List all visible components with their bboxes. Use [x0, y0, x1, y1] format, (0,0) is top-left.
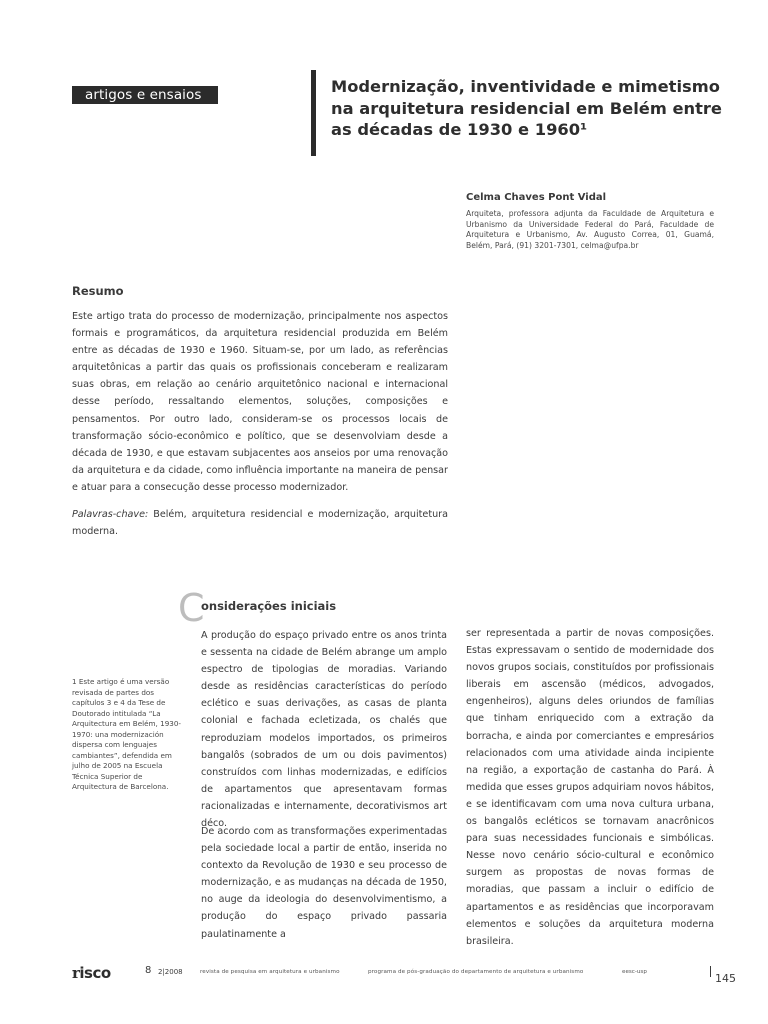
journal-logo: [72, 964, 111, 982]
author-name: Celma Chaves Pont Vidal: [466, 192, 607, 203]
keywords-text: Belém, arquitetura residencial e modernização, arquitetura moderna.: [72, 509, 448, 538]
section-heading: onsiderações iniciais: [201, 599, 337, 613]
footer-university: eesc-usp: [622, 969, 647, 975]
logo-r: r: [72, 964, 80, 982]
keywords-label: Palavras-chave:: [72, 509, 149, 520]
body-paragraph-3: ser representada a partir de novas composições. Estas expressavam o sentido de modernidade dos novos grupos sociais, constituídos por profissionais liberais em ascensão (médicos, advogados, engenheiros), alguns deles oriundos de famílias que tinham enriquecido com a extração da borracha, e ainda por comerciantes e empresários relacionados com uma atividade ainda incipiente na região, a exportação de castanha do Pará. À medida que esses grupos adquiriam novos hábitos, e se identificavam com uma nova cultura urbana, os bangalôs ecléticos se tornavam anacrônicos para suas necessidades funcionais e simbólicas. Nesse novo cenário sócio-cultural e econômico surgem as propostas de novas formas de moradias, que passam a incluir o edifício de apartamentos e as residências que incorporavam elementos e soluções da arquitetura moderna brasileira.: [466, 628, 714, 947]
footer-volume-number: 8: [145, 965, 152, 976]
section-dropcap: C: [178, 586, 205, 630]
footnote: 1 Este artigo é uma versão revisada de partes dos capítulos 3 e 4 da Tese de Doutorado intitulada “La Arquitectura em Belém, 1930-1970: una modernización dispersa com lenguajes cambiantes”, defendida em julho de 2005 na Escuela Técnica Superior de Arquitectura de Barcelona.: [72, 677, 182, 791]
article-title: Modernização, inventividade e mimetismo na arquitetura residencial em Belém entre as décadas de 1930 e 1960¹: [331, 77, 722, 139]
abstract-heading: Resumo: [72, 284, 124, 298]
footer-separator: [710, 966, 711, 977]
body-paragraph-2: De acordo com as transformações experimentadas pela sociedade local a partir de então, inserida no contexto da Revolução de 1930 e seu processo de modernização, e as mudanças na década de 1950, no auge da ideologia do desenvolvimentismo, a produção do espaço privado passaria paulatinamente a: [201, 826, 447, 940]
footer-journal-name: revista de pesquisa em arquitetura e urbanismo: [200, 969, 340, 975]
keywords: [72, 506, 448, 540]
title-accent-bar: [311, 70, 316, 156]
abstract-text: Este artigo trata do processo de modernização, principalmente nos aspectos formais e programáticos, da arquitetura residencial produzida em Belém entre as décadas de 1930 e 1960. Situam-se, por um lado, as referências arquitetônicas a partir das quais os profissionais conceberam e realizaram suas obras, em relação ao cenário arquitetônico nacional e internacional desse período, ressaltando elementos, soluções, composições e pensamentos. Por outro lado, consideram-se os processos locais de transformação sócio-econômico e político, que se desenvolviam desde a década de 1930, e que estavam subjacentes aos anseios por uma renovação da arquitetura e da cidade, como influência importante na maneira de pensar e atuar para a consecução desse processo modernizador.: [72, 311, 448, 493]
author-affiliation: Arquiteta, professora adjunta da Faculdade de Arquitetura e Urbanismo da Universidade Federal do Pará, Faculdade de Arquitetura e Urbanismo, Av. Augusto Correa, 01, Guamá, Belém, Pará, (91) 3201-7301, celma@ufpa.br: [466, 209, 714, 250]
page-number: 145: [715, 972, 736, 985]
body-paragraph-1: A produção do espaço privado entre os anos trinta e sessenta na cidade de Belém abrange um amplo espectro de tipologias de moradias. Variando desde as residências características do período eclético e suas derivações, as casas de planta colonial e fachada ecletizada, os chalés que reproduziam modelos importados, os primeiros bangalôs (sobrados de um ou dois pavimentos) construídos com linhas modernizadas, e edifícios de apartamentos que apresentavam formas racionalizadas e internamente, decorativismos art déco.: [201, 630, 447, 830]
section-tag: artigos e ensaios: [72, 86, 218, 104]
footer-program-name: programa de pós-graduação do departamento de arquitetura e urbanismo: [368, 969, 584, 975]
footer-issue: 2|2008: [158, 968, 183, 976]
logo-rest: isco: [79, 964, 111, 982]
